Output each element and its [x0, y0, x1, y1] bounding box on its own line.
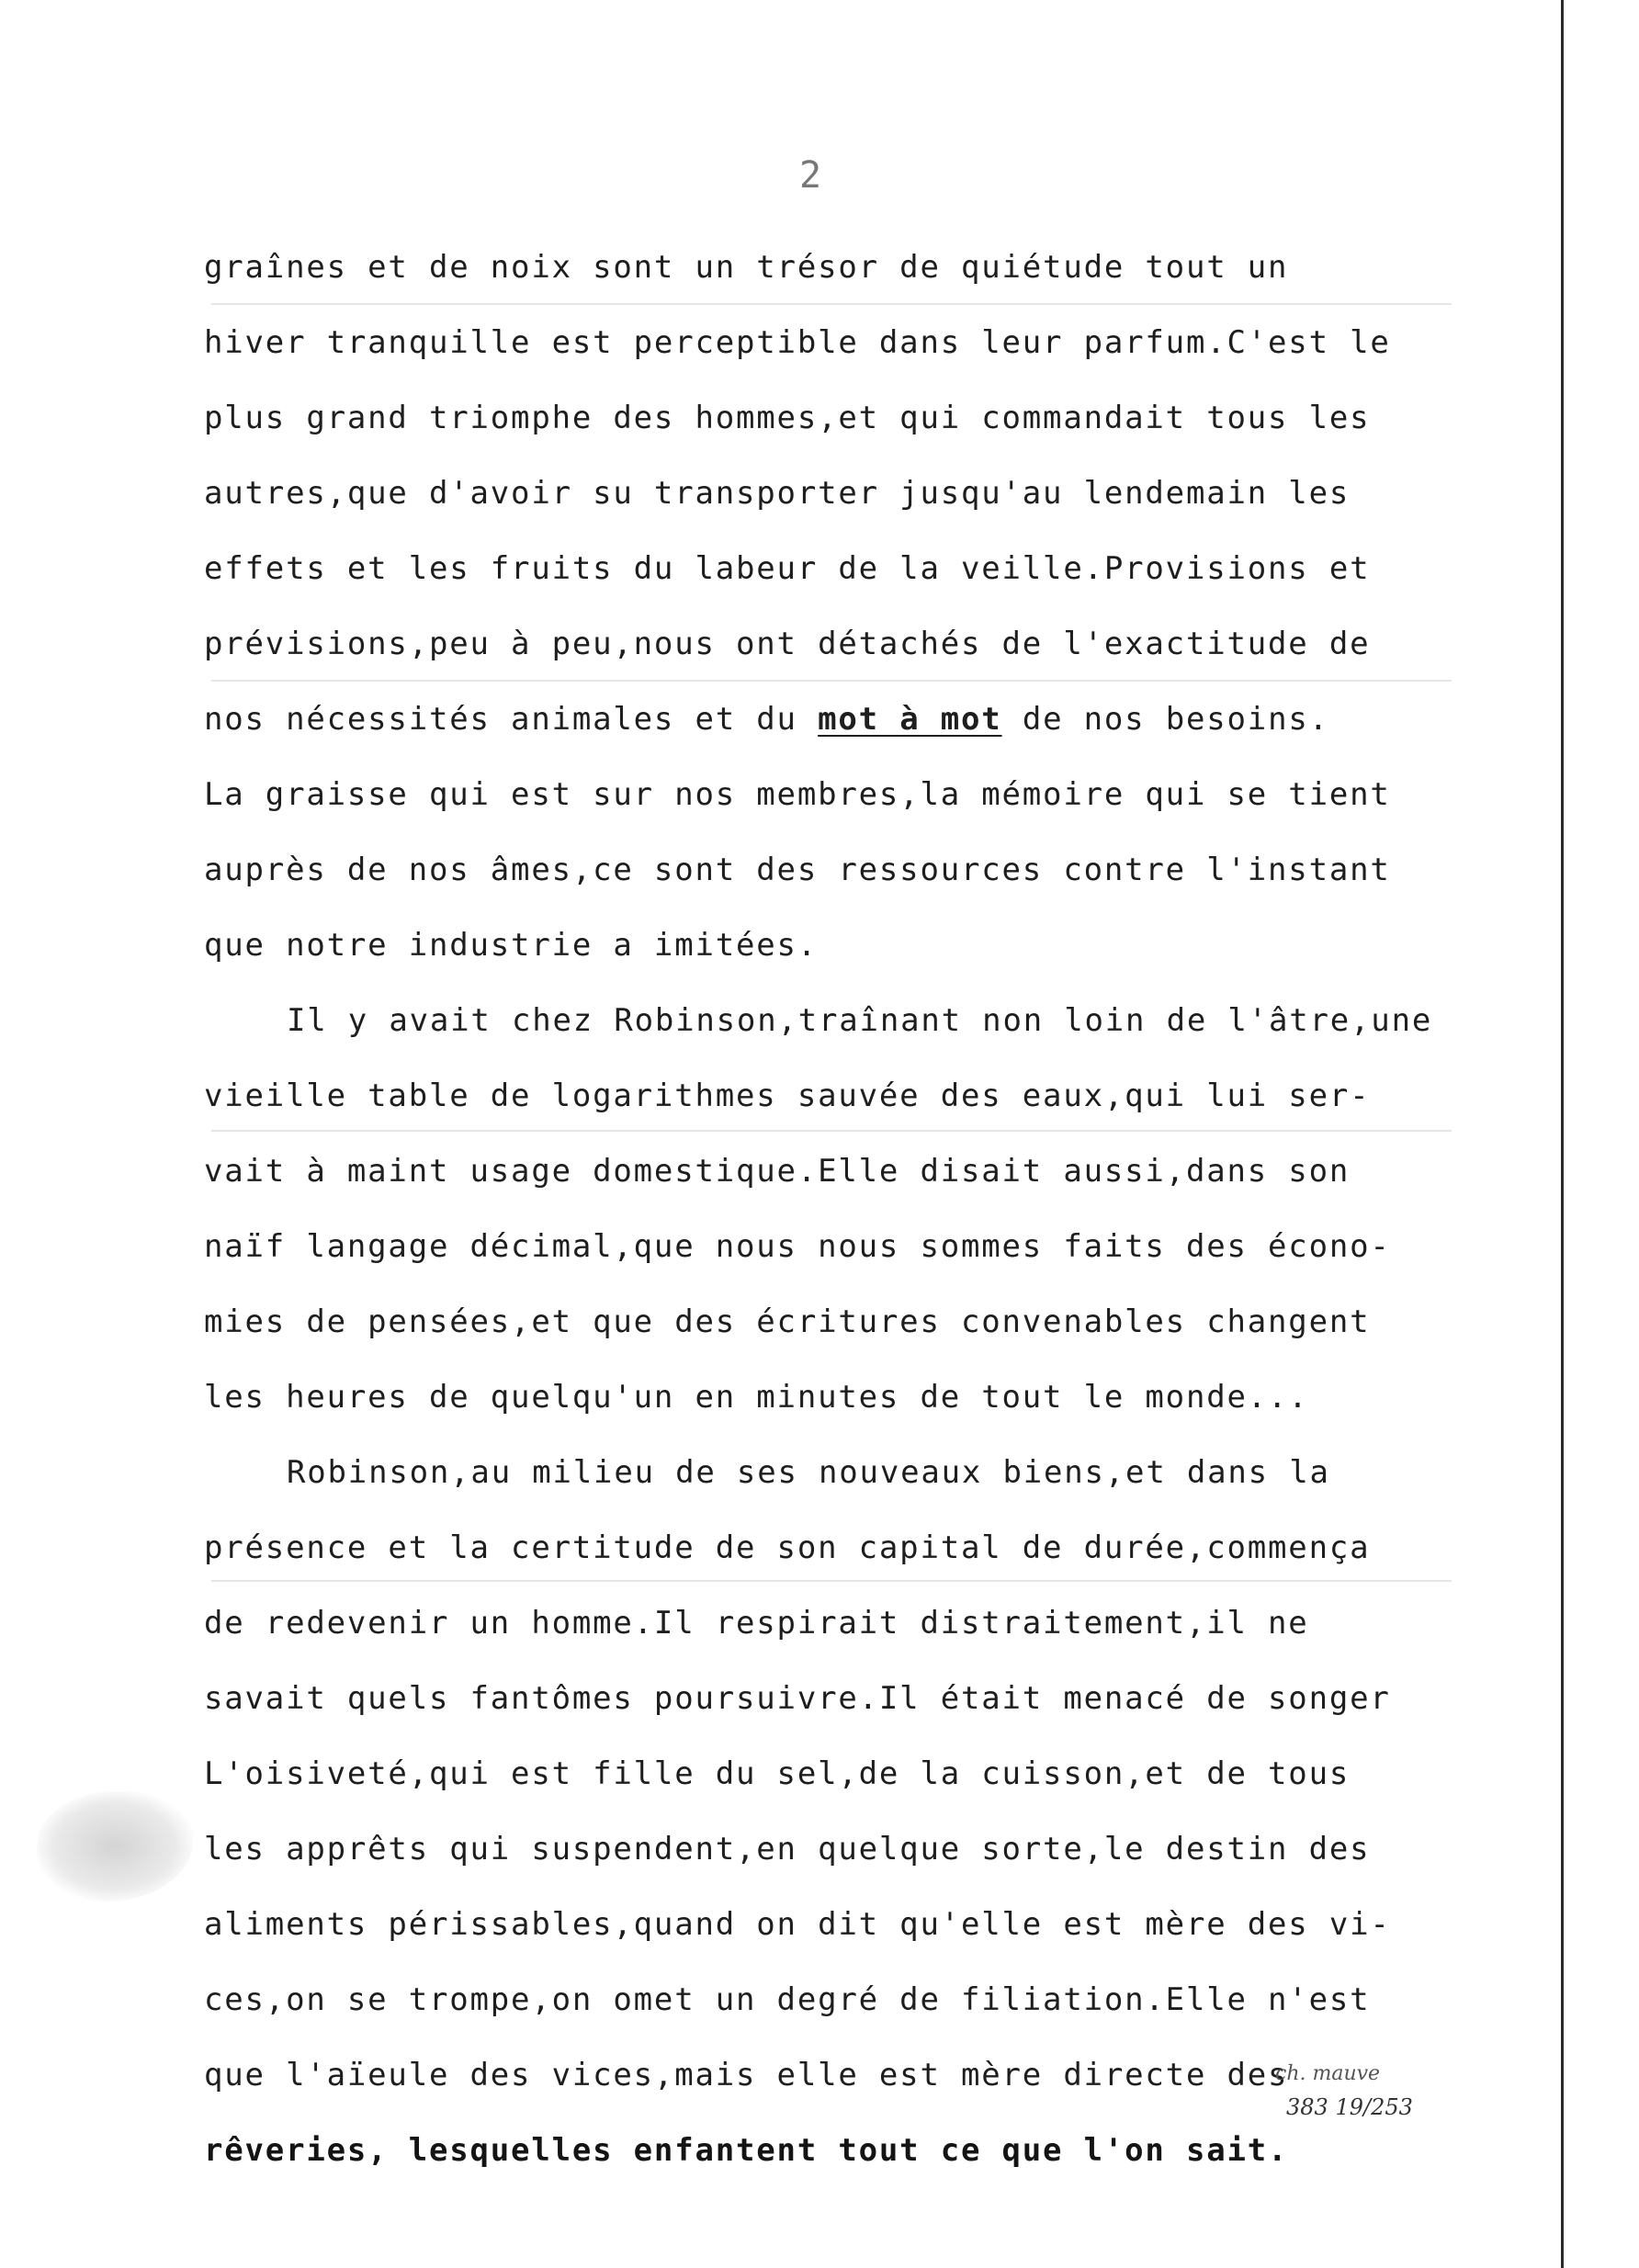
page-edge-border	[1561, 0, 1564, 2268]
text-line: mies de pensées,et que des écritures convenables changent	[204, 1303, 1371, 1340]
text-line: graînes et de noix sont un trésor de quiétude tout un	[204, 249, 1289, 286]
text-line: auprès de nos âmes,ce sont des ressources contre l'instant	[204, 852, 1391, 888]
text-line: autres,que d'avoir su transporter jusqu'au lendemain les	[204, 475, 1351, 512]
handwritten-note: ch. mauve	[1275, 2062, 1381, 2085]
text-line: aliments périssables,quand on dit qu'elle est mère des vi-	[204, 1906, 1391, 1943]
text-line: présence et la certitude de son capital de durée,commença	[204, 1529, 1371, 1566]
text-line: rêveries, lesquelles enfantent tout ce que l'on sait.	[204, 2132, 1289, 2169]
text-line: Il y avait chez Robinson,traînant non loin de l'âtre,une	[287, 1002, 1433, 1039]
text-segment: de nos besoins.	[1022, 701, 1329, 738]
typewritten-text	[204, 230, 1527, 2188]
text-line: naïf langage décimal,que nous nous sommes faits des écono-	[204, 1228, 1391, 1265]
text-line: L'oisiveté,qui est fille du sel,de la cuisson,et de tous	[204, 1755, 1351, 1792]
text-line: que l'aïeule des vices,mais elle est mère directe des	[204, 2057, 1289, 2093]
text-line: que notre industrie a imitées.	[204, 927, 819, 964]
text-line: Robinson,au milieu de ses nouveaux biens,et dans la	[287, 1454, 1330, 1491]
text-line: vieille table de logarithmes sauvée des eaux,qui lui ser-	[204, 1078, 1371, 1114]
text-line: les apprêts qui suspendent,en quelque sorte,le destin des	[204, 1831, 1371, 1867]
text-line: prévisions,peu à peu,nous ont détachés de l'exactitude de	[204, 626, 1371, 662]
folio-number: 383	[1286, 2094, 1328, 2120]
text-line: La graisse qui est sur nos membres,la mémoire qui se tient	[204, 776, 1391, 813]
folio-reference: 19/253	[1335, 2094, 1413, 2120]
text-line: savait quels fantômes poursuivre.Il était menacé de songer	[204, 1680, 1391, 1717]
text-line: de redevenir un homme.Il respirait distraitement,il ne	[204, 1605, 1309, 1642]
ink-smudge	[37, 1791, 193, 1901]
folio-annotation	[1286, 2094, 1413, 2120]
text-line	[204, 682, 1527, 757]
text-line: hiver tranquille est perceptible dans leur parfum.C'est le	[204, 324, 1391, 361]
text-line: vait à maint usage domestique.Elle disait aussi,dans son	[204, 1153, 1351, 1190]
text-line: plus grand triomphe des hommes,et qui commandait tous les	[204, 400, 1371, 436]
text-segment: nos nécessités animales et du	[204, 701, 797, 738]
text-line: les heures de quelqu'un en minutes de tout le monde...	[204, 1379, 1309, 1416]
text-line: ces,on se trompe,on omet un degré de filiation.Elle n'est	[204, 1981, 1371, 2018]
underlined-phrase: mot à mot	[818, 701, 1002, 738]
page-number: 2	[799, 154, 822, 197]
text-line: effets et les fruits du labeur de la veille.Provisions et	[204, 550, 1371, 587]
